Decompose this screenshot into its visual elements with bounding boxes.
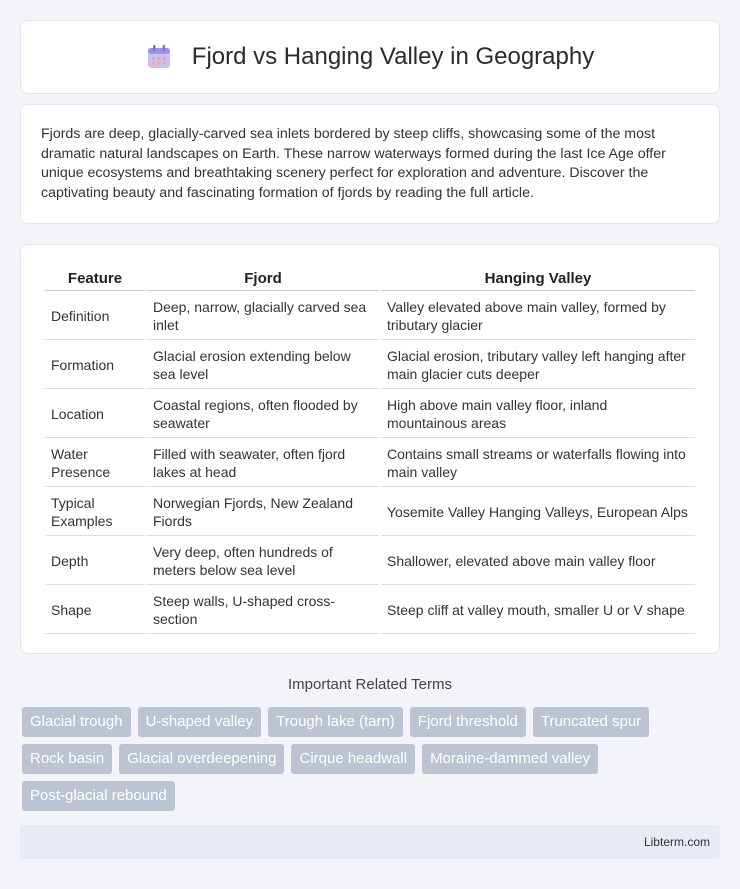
hanging-valley-cell: Valley elevated above main valley, formed by tributary glacier [381,293,695,340]
table-row [45,342,695,389]
fjord-cell: Glacial erosion extending below sea level [147,342,379,389]
feature-cell: Water Presence [45,440,145,487]
related-term-tag[interactable]: Cirque headwall [291,744,415,774]
header-fjord: Fjord [147,267,379,291]
fjord-cell: Filled with seawater, often fjord lakes at head [147,440,379,487]
table-row [45,489,695,536]
table-row [45,391,695,438]
table-row [45,587,695,634]
hanging-valley-cell: Contains small streams or waterfalls flowing into main valley [381,440,695,487]
related-term-tag[interactable]: U-shaped valley [138,707,262,737]
hanging-valley-cell: Yosemite Valley Hanging Valleys, European Alps [381,489,695,536]
feature-cell: Typical Examples [45,489,145,536]
intro-card [20,104,720,224]
page-title: Fjord vs Hanging Valley in Geography [191,43,595,70]
fjord-cell: Coastal regions, often flooded by seawater [147,391,379,438]
feature-cell: Depth [45,538,145,585]
footer-site-link[interactable]: Libterm.com [643,835,710,849]
comparison-table-card [20,244,720,654]
table-header-row [45,267,695,291]
hanging-valley-cell: Glacial erosion, tributary valley left hanging after main glacier cuts deeper [381,342,695,389]
header-hanging-valley: Hanging Valley [381,267,695,291]
calendar-icon [146,44,172,70]
related-term-tag[interactable]: Truncated spur [533,707,649,737]
fjord-cell: Norwegian Fjords, New Zealand Fiords [147,489,379,536]
table-row [45,293,695,340]
feature-cell: Formation [45,342,145,389]
related-term-tag[interactable]: Moraine-dammed valley [422,744,598,774]
related-term-tag[interactable]: Fjord threshold [410,707,526,737]
feature-cell: Location [45,391,145,438]
comparison-table [43,265,697,636]
fjord-cell: Steep walls, U-shaped cross-section [147,587,379,634]
related-term-tag[interactable]: Post-glacial rebound [22,781,175,811]
hanging-valley-cell: High above main valley floor, inland mountainous areas [381,391,695,438]
fjord-cell: Deep, narrow, glacially carved sea inlet [147,293,379,340]
related-term-tag[interactable]: Rock basin [22,744,112,774]
table-row [45,538,695,585]
feature-cell: Shape [45,587,145,634]
related-term-tag[interactable]: Glacial overdeepening [119,744,284,774]
hanging-valley-cell: Steep cliff at valley mouth, smaller U or V shape [381,587,695,634]
feature-cell: Definition [45,293,145,340]
header-card [20,20,720,94]
related-term-tag[interactable]: Glacial trough [22,707,131,737]
header-feature: Feature [45,267,145,291]
table-row [45,440,695,487]
footer [20,825,720,859]
related-terms-title: Important Related Terms [288,676,452,693]
fjord-cell: Very deep, often hundreds of meters below sea level [147,538,379,585]
hanging-valley-cell: Shallower, elevated above main valley floor [381,538,695,585]
intro-text: Fjords are deep, glacially-carved sea inlets bordered by steep cliffs, showcasing some of the most dramatic natural landscapes on Earth. These narrow waterways formed during the last Ice Age offer unique ecosystems and breathtaking scenery perfect for exploration and adventure. Discover the captivating beauty and fascinating formation of fjords by reading the full article. [41,126,666,201]
related-term-tag[interactable]: Trough lake (tarn) [268,707,403,737]
related-terms-list [22,707,722,818]
